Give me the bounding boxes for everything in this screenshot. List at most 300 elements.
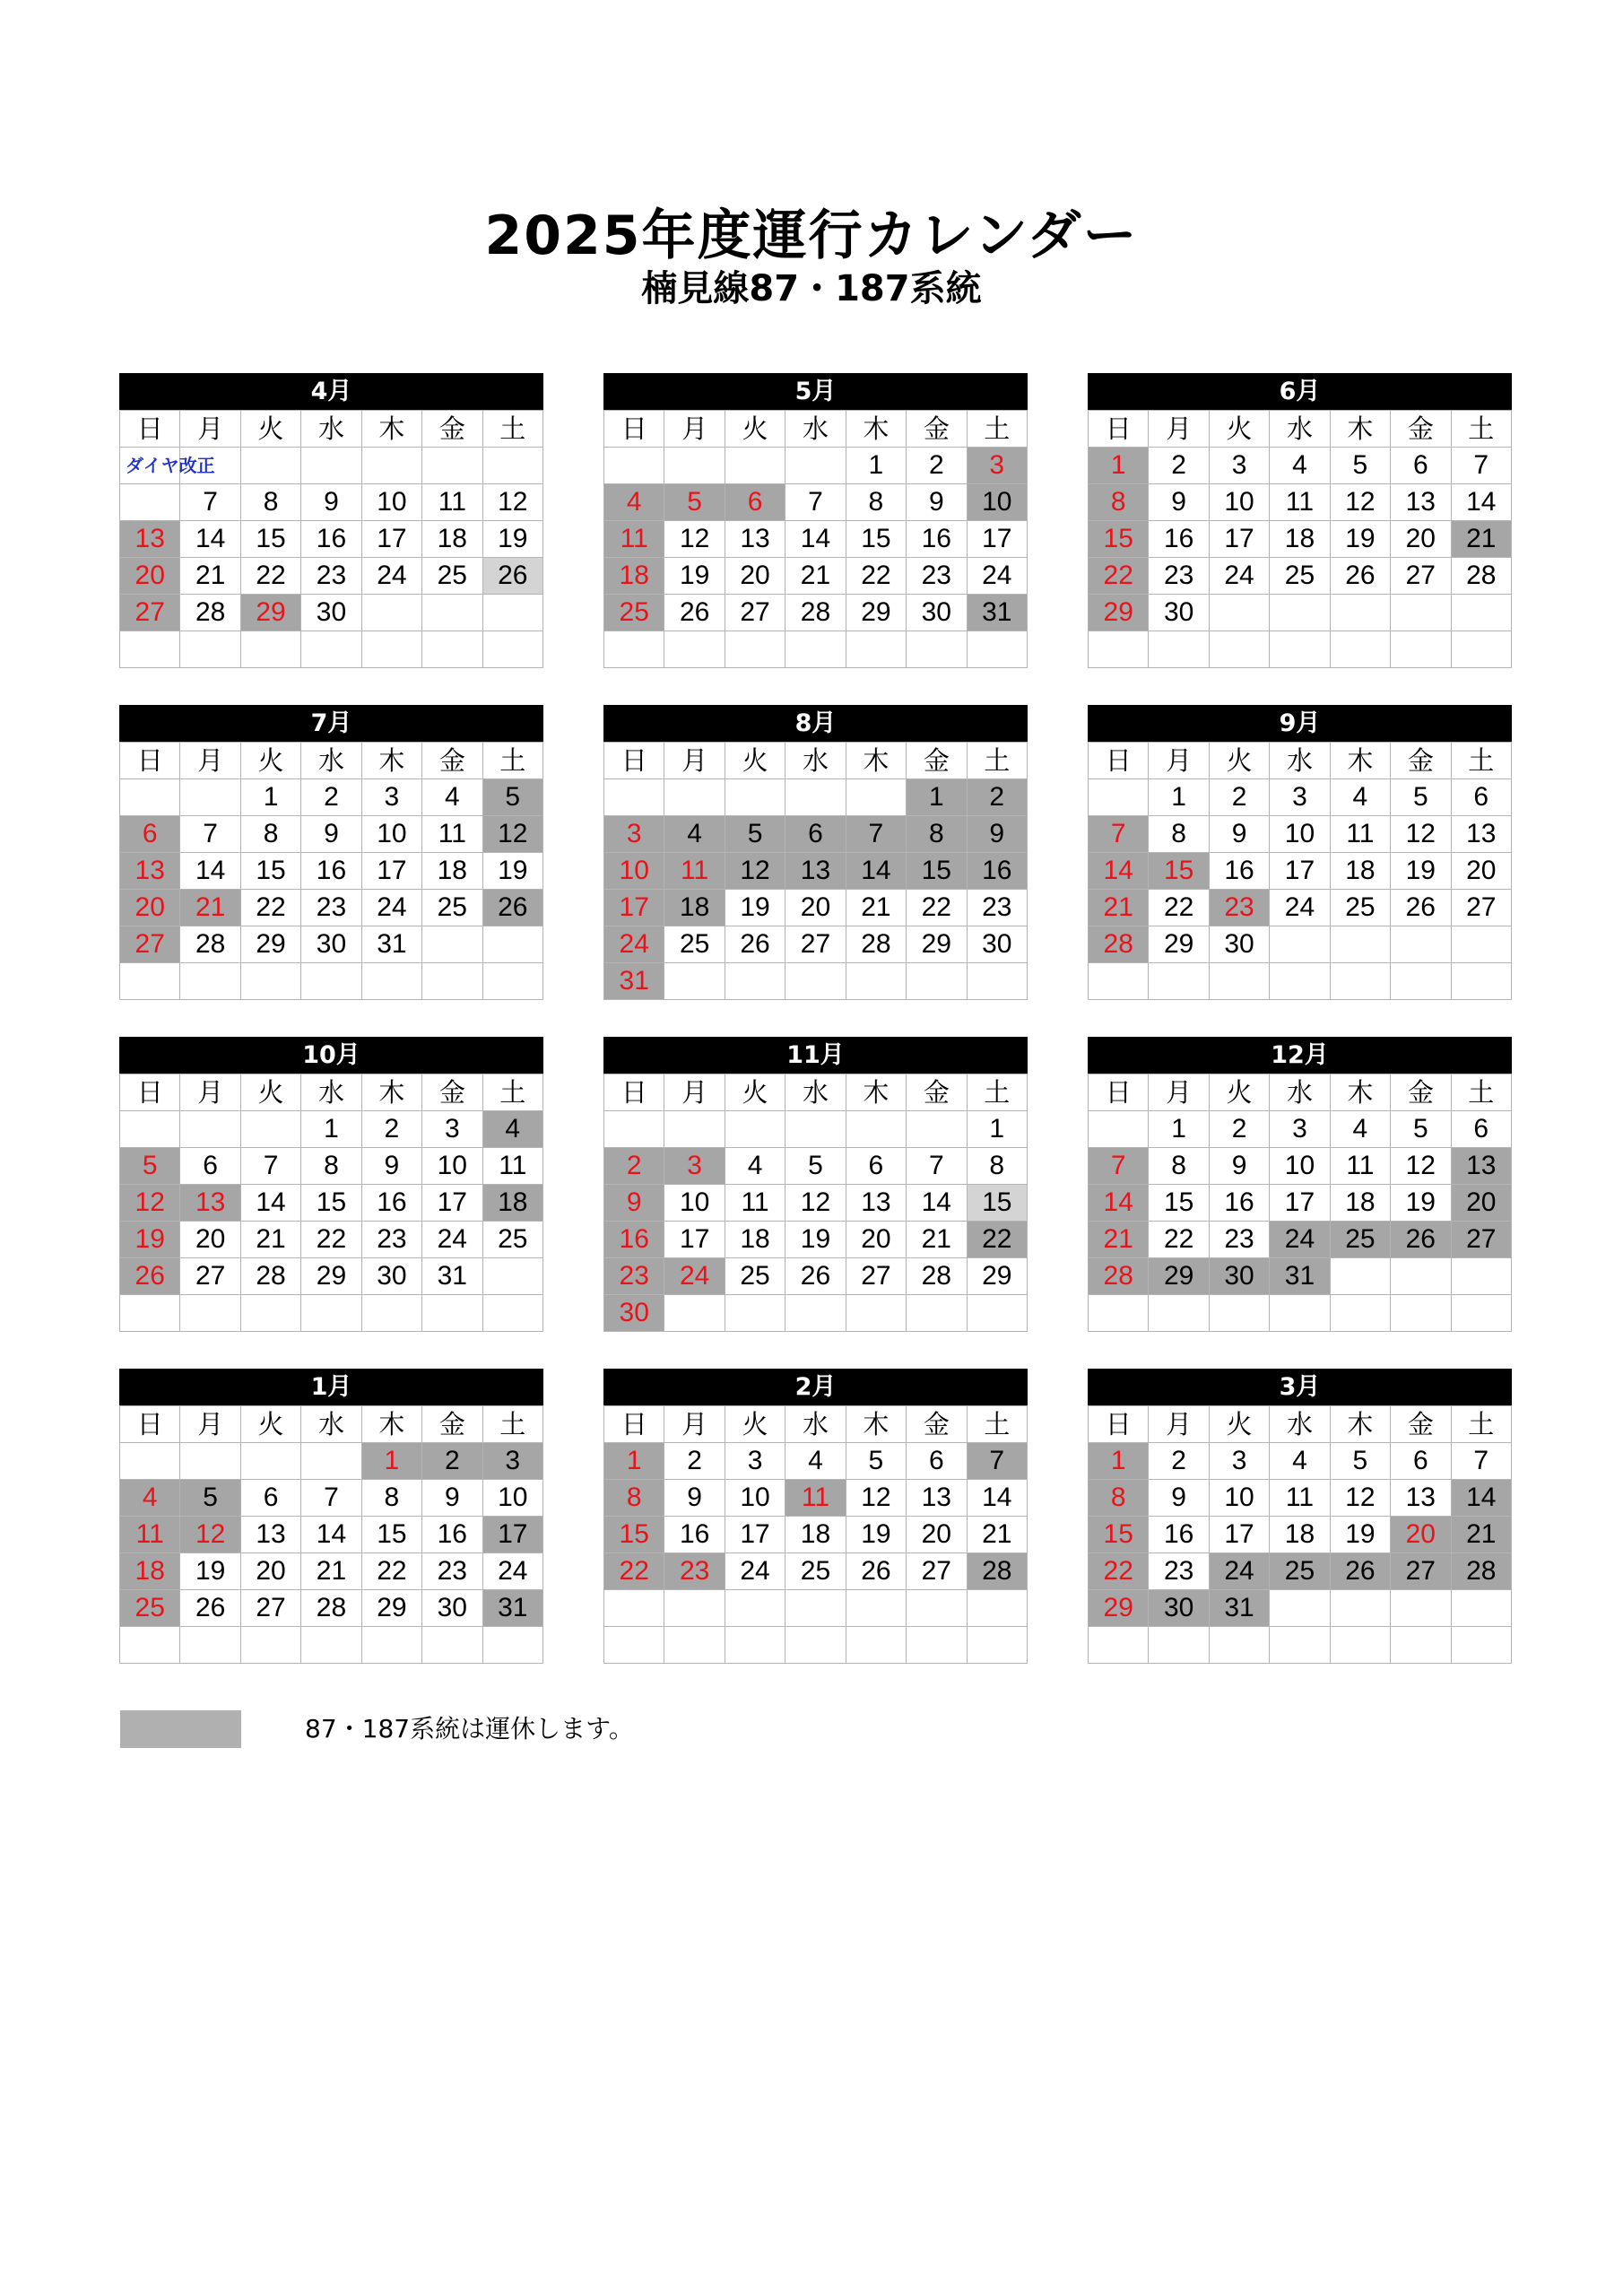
day-cell: 15 [301,1185,361,1222]
weekday-header: 水 [1270,1406,1330,1443]
day-cell: 4 [1270,1443,1330,1480]
month-table [1088,1074,1512,1332]
day-cell: 10 [664,1185,725,1222]
empty-cell [1451,1258,1511,1295]
weekday-header: 火 [240,1074,300,1111]
empty-cell [907,1111,967,1148]
weekday-header: 月 [180,1406,240,1443]
day-cell: 11 [482,1148,542,1185]
day-cell: 10 [422,1148,482,1185]
weekday-header: 火 [240,411,300,448]
day-cell: 12 [785,1185,846,1222]
weekday-header: 水 [301,743,361,779]
empty-cell [725,1590,785,1627]
day-cell: 8 [604,1480,664,1517]
empty-cell [1451,1627,1511,1664]
week-row [1089,1295,1512,1332]
month-header: 1月 [119,1369,543,1405]
week-row [1089,595,1512,631]
day-cell: 20 [120,558,180,595]
weekday-header: 水 [1270,743,1330,779]
day-cell: 27 [1451,890,1511,926]
day-cell: 29 [240,926,300,963]
month-table [603,410,1028,668]
week-row [1089,1443,1512,1480]
weekday-header: 金 [1391,1406,1451,1443]
day-cell: 13 [846,1185,906,1222]
weekday-header: 日 [120,1074,180,1111]
month-header: 6月 [1088,373,1512,410]
weekday-header: 月 [1149,743,1209,779]
day-cell: 25 [1330,890,1390,926]
week-row [604,1480,1028,1517]
empty-cell [301,631,361,668]
week-row [1089,1148,1512,1185]
day-cell: 26 [1330,1553,1390,1590]
empty-cell [1149,1295,1209,1332]
day-cell: 4 [422,779,482,816]
week-row [120,448,543,484]
empty-cell [785,1590,846,1627]
empty-cell [482,631,542,668]
empty-cell [664,963,725,1000]
day-cell: 19 [785,1222,846,1258]
day-cell: 7 [1089,1148,1149,1185]
day-cell: 18 [422,521,482,558]
day-cell: 14 [846,853,906,890]
empty-cell [120,1627,180,1664]
weekday-header: 月 [1149,1074,1209,1111]
week-row [604,1590,1028,1627]
month-header: 12月 [1088,1037,1512,1074]
day-cell: 13 [120,853,180,890]
empty-cell [1391,926,1451,963]
day-cell: 19 [725,890,785,926]
empty-cell [846,1111,906,1148]
weekday-header: 火 [725,1406,785,1443]
weekday-header: 日 [1089,1074,1149,1111]
week-row [604,853,1028,890]
empty-cell [785,448,846,484]
empty-cell [180,1295,240,1332]
day-cell: 12 [1330,1480,1390,1517]
month-header: 8月 [603,705,1028,742]
week-row [120,1258,543,1295]
day-cell: 10 [361,484,421,521]
empty-cell [422,595,482,631]
empty-cell [846,963,906,1000]
day-cell: 14 [785,521,846,558]
day-cell: 24 [1209,1553,1269,1590]
week-row [604,779,1028,816]
empty-cell [1149,631,1209,668]
day-cell: 16 [422,1517,482,1553]
empty-cell [180,963,240,1000]
day-cell: 27 [1451,1222,1511,1258]
day-cell: 25 [785,1553,846,1590]
empty-cell [785,779,846,816]
day-cell: 21 [967,1517,1027,1553]
day-cell: 9 [907,484,967,521]
month-calendar [119,373,543,668]
day-cell: 23 [604,1258,664,1295]
day-cell: 14 [180,521,240,558]
day-cell: 3 [604,816,664,853]
day-cell: 7 [180,816,240,853]
day-cell: 24 [664,1258,725,1295]
weekday-header: 土 [1451,743,1511,779]
day-cell: 12 [846,1480,906,1517]
day-cell: 25 [604,595,664,631]
day-cell: 8 [907,816,967,853]
day-cell: 27 [907,1553,967,1590]
week-row [120,1590,543,1627]
day-cell: 29 [361,1590,421,1627]
day-cell: 26 [1391,890,1451,926]
empty-cell [120,1111,180,1148]
empty-cell [725,963,785,1000]
day-cell: 23 [1149,1553,1209,1590]
empty-cell [664,448,725,484]
day-cell: 2 [1149,1443,1209,1480]
empty-cell [180,1627,240,1664]
day-cell: 16 [1149,521,1209,558]
week-row [604,816,1028,853]
day-cell: 28 [1451,1553,1511,1590]
empty-cell [1391,1295,1451,1332]
day-cell: 13 [180,1185,240,1222]
empty-cell [1270,631,1330,668]
day-cell: 10 [1270,1148,1330,1185]
week-row [1089,853,1512,890]
day-cell: 11 [1270,1480,1330,1517]
week-row [120,1517,543,1553]
day-cell: 7 [846,816,906,853]
day-cell: 22 [604,1553,664,1590]
weekday-header: 水 [785,1406,846,1443]
week-row [1089,1553,1512,1590]
day-cell: 20 [1391,1517,1451,1553]
day-cell: 18 [1270,1517,1330,1553]
month-calendar [1088,373,1512,668]
day-cell: 20 [180,1222,240,1258]
day-cell: 15 [1149,1185,1209,1222]
day-cell: 18 [664,890,725,926]
day-cell: 18 [785,1517,846,1553]
empty-cell [1451,1295,1511,1332]
day-cell: 13 [1391,484,1451,521]
day-cell: 5 [1330,1443,1390,1480]
day-cell: 3 [482,1443,542,1480]
day-cell: 31 [604,963,664,1000]
day-cell: 9 [301,484,361,521]
day-cell: 1 [846,448,906,484]
week-row [604,1553,1028,1590]
empty-cell [240,448,300,484]
day-cell: 22 [1149,890,1209,926]
day-cell: 13 [1451,1148,1511,1185]
empty-cell [1089,1295,1149,1332]
day-cell: 21 [180,890,240,926]
day-cell: 19 [1330,1517,1390,1553]
day-cell: 15 [361,1517,421,1553]
day-cell: 22 [907,890,967,926]
day-cell: 30 [361,1258,421,1295]
day-cell: 17 [361,521,421,558]
empty-cell [725,631,785,668]
empty-cell [664,1627,725,1664]
empty-cell [482,595,542,631]
day-cell: 15 [967,1185,1027,1222]
day-cell: 28 [240,1258,300,1295]
weekday-header: 土 [482,1406,542,1443]
empty-cell [1391,631,1451,668]
day-cell: 18 [1330,853,1390,890]
week-row [1089,1517,1512,1553]
day-cell: 6 [180,1148,240,1185]
day-cell: 6 [846,1148,906,1185]
empty-cell [482,1258,542,1295]
day-cell: 2 [422,1443,482,1480]
day-cell: 22 [301,1222,361,1258]
day-cell: 4 [482,1111,542,1148]
day-cell: 29 [907,926,967,963]
day-cell: 22 [240,558,300,595]
weekday-header: 木 [361,411,421,448]
weekday-header: 金 [1391,1074,1451,1111]
week-row [604,926,1028,963]
empty-cell [361,631,421,668]
day-cell: 16 [301,853,361,890]
day-cell: 10 [1209,484,1269,521]
weekday-header: 日 [604,1406,664,1443]
empty-cell [120,631,180,668]
empty-cell [785,1627,846,1664]
day-cell: 7 [907,1148,967,1185]
day-cell: 12 [664,521,725,558]
week-row [120,816,543,853]
weekday-header: 土 [482,411,542,448]
day-cell: 22 [361,1553,421,1590]
day-cell: 17 [1270,853,1330,890]
week-row [1089,1222,1512,1258]
empty-cell [482,1627,542,1664]
day-cell: 16 [967,853,1027,890]
day-cell: 5 [846,1443,906,1480]
empty-cell [664,1590,725,1627]
day-cell: 17 [361,853,421,890]
empty-cell [1209,1295,1269,1332]
day-cell: 12 [1330,484,1390,521]
weekday-header: 土 [1451,1074,1511,1111]
day-cell: 28 [785,595,846,631]
month-calendar [1088,1037,1512,1332]
week-row [1089,631,1512,668]
day-cell: 27 [240,1590,300,1627]
weekday-header: 月 [1149,1406,1209,1443]
day-cell: 25 [422,558,482,595]
day-cell: 27 [1391,1553,1451,1590]
day-cell: 3 [1209,1443,1269,1480]
day-cell: 17 [725,1517,785,1553]
weekday-header: 金 [422,743,482,779]
day-cell: 28 [180,595,240,631]
day-cell: 2 [604,1148,664,1185]
weekday-header: 木 [846,1406,906,1443]
day-cell: 24 [604,926,664,963]
empty-cell [1330,1258,1390,1295]
day-cell: 10 [1270,816,1330,853]
day-cell: 15 [240,521,300,558]
day-cell: 23 [301,558,361,595]
day-cell: 23 [1209,890,1269,926]
day-cell: 17 [664,1222,725,1258]
week-row [604,1295,1028,1332]
weekday-header: 木 [846,1074,906,1111]
week-row [604,890,1028,926]
empty-cell [1209,631,1269,668]
day-cell: 8 [846,484,906,521]
day-cell: 8 [240,484,300,521]
day-cell: 15 [1149,853,1209,890]
day-cell: 31 [1270,1258,1330,1295]
empty-cell [1451,1590,1511,1627]
weekday-header: 木 [361,1074,421,1111]
weekday-header: 水 [301,1406,361,1443]
empty-cell [1451,926,1511,963]
empty-cell [240,1295,300,1332]
day-cell: 7 [240,1148,300,1185]
day-cell: 19 [664,558,725,595]
empty-cell [422,448,482,484]
empty-cell [1089,1111,1149,1148]
day-cell: 26 [1330,558,1390,595]
empty-cell [1330,1627,1390,1664]
day-cell: 28 [180,926,240,963]
day-cell: 21 [180,558,240,595]
month-table [603,742,1028,1000]
week-row [1089,963,1512,1000]
empty-cell [785,1295,846,1332]
weekday-header: 木 [846,743,906,779]
day-cell: 19 [482,853,542,890]
day-cell: 28 [846,926,906,963]
page-title: 2025年度運行カレンダー [484,204,1139,267]
day-cell: 25 [120,1590,180,1627]
empty-cell [361,595,421,631]
day-cell: 7 [967,1443,1027,1480]
empty-cell [907,963,967,1000]
month-table [119,1405,543,1664]
empty-cell [422,926,482,963]
day-cell: 6 [725,484,785,521]
empty-cell [120,484,180,521]
month-header: 7月 [119,705,543,742]
weekday-header: 土 [967,1074,1027,1111]
day-cell: 21 [1451,521,1511,558]
week-row [120,1480,543,1517]
empty-cell [301,1627,361,1664]
day-cell: 10 [967,484,1027,521]
day-cell: 9 [361,1148,421,1185]
day-cell: 6 [1391,1443,1451,1480]
empty-cell [664,1295,725,1332]
day-cell: 25 [1270,558,1330,595]
day-cell: 2 [361,1111,421,1148]
empty-cell [361,448,421,484]
day-cell: 9 [664,1480,725,1517]
empty-cell [846,779,906,816]
empty-cell [1330,1295,1390,1332]
day-cell: 30 [1149,1590,1209,1627]
empty-cell [1270,926,1330,963]
weekday-header: 木 [361,1406,421,1443]
weekday-header: 日 [120,743,180,779]
empty-cell [1391,963,1451,1000]
day-cell: 26 [846,1553,906,1590]
weekday-header: 日 [604,743,664,779]
day-cell: 12 [725,853,785,890]
weekday-header: 木 [1330,1074,1390,1111]
day-cell: 8 [1089,484,1149,521]
weekday-header: 木 [1330,743,1390,779]
empty-cell [422,1627,482,1664]
weekday-header: 水 [301,1074,361,1111]
legend-text: 87・187系統は運休します。 [305,1714,634,1744]
weekday-header: 木 [1330,411,1390,448]
week-row [604,631,1028,668]
empty-cell [664,779,725,816]
empty-cell [846,631,906,668]
empty-cell [240,963,300,1000]
empty-cell [301,1443,361,1480]
week-row [120,1111,543,1148]
day-cell: 1 [1089,1443,1149,1480]
day-cell: 17 [967,521,1027,558]
day-cell: 6 [120,816,180,853]
day-cell: 14 [1089,853,1149,890]
day-cell: 25 [1330,1222,1390,1258]
legend-swatch [120,1710,241,1748]
weekday-header: 金 [907,1406,967,1443]
day-cell: 7 [1089,816,1149,853]
week-row [120,1222,543,1258]
day-cell: 30 [301,595,361,631]
weekday-header: 土 [1451,1406,1511,1443]
day-cell: 19 [482,521,542,558]
day-cell: 29 [1149,1258,1209,1295]
week-row [604,558,1028,595]
week-row [120,890,543,926]
day-cell: 28 [1089,926,1149,963]
day-cell: 12 [180,1517,240,1553]
empty-cell [1149,1627,1209,1664]
empty-cell [301,448,361,484]
empty-cell [422,963,482,1000]
empty-cell [1391,1590,1451,1627]
empty-cell [1089,779,1149,816]
weekday-header: 月 [664,743,725,779]
week-row [120,1553,543,1590]
day-cell: 14 [967,1480,1027,1517]
day-cell: 16 [664,1517,725,1553]
day-cell: 14 [1451,484,1511,521]
day-cell: 18 [725,1222,785,1258]
week-row [604,1517,1028,1553]
weekday-header: 火 [240,1406,300,1443]
day-cell: 29 [301,1258,361,1295]
empty-cell [846,1295,906,1332]
